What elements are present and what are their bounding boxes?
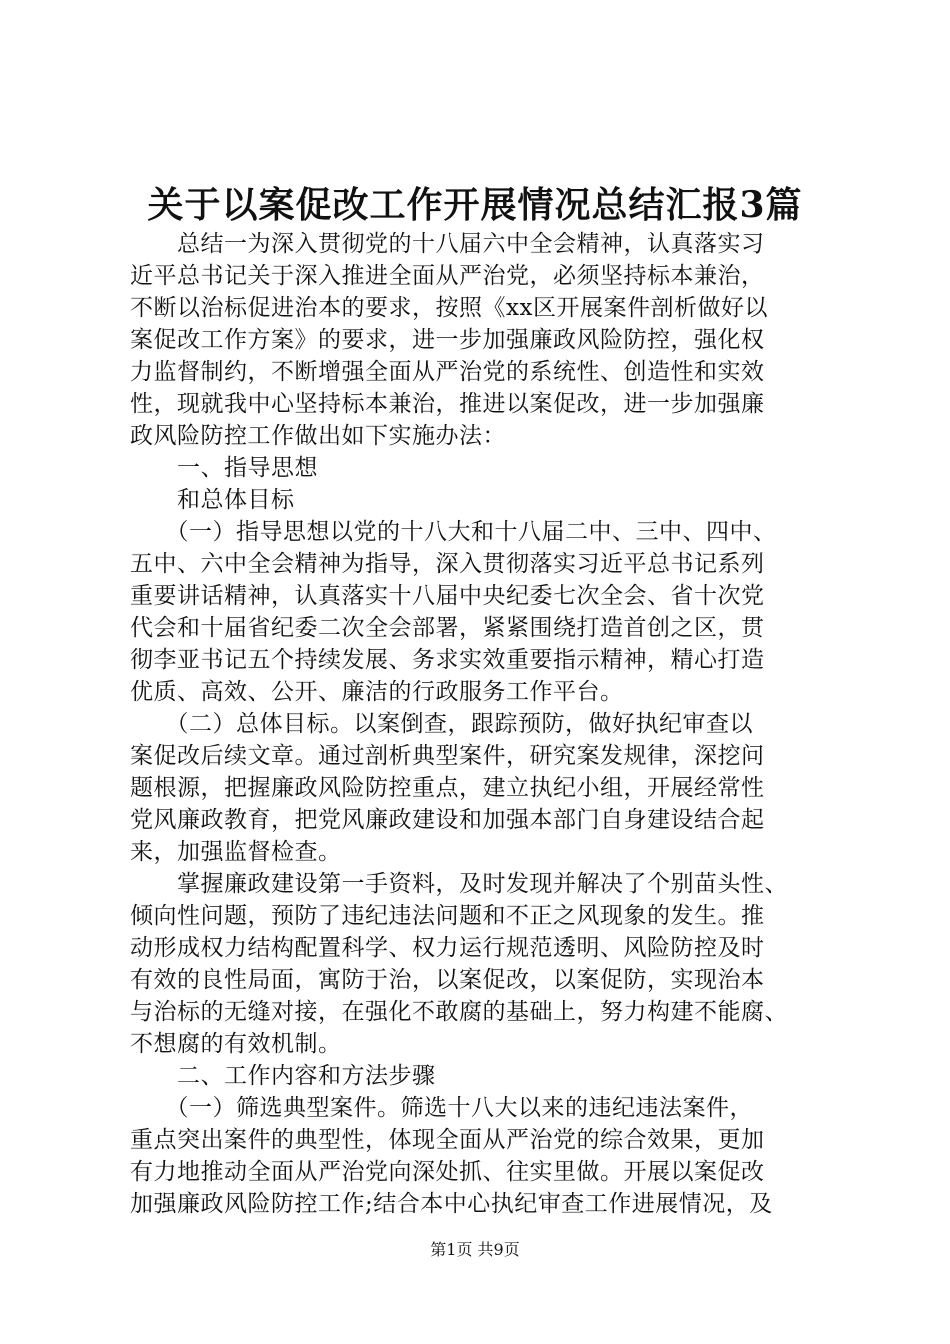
section-heading: 和总体目标	[130, 487, 295, 513]
body-line: （一）筛选典型案件。筛选十八大以来的违纪违法案件，	[130, 1095, 753, 1121]
body-line: 来，加强监督检查。	[130, 839, 342, 865]
body-line: 与治标的无缝对接，在强化不敢腐的基础上，努力构建不能腐、	[130, 999, 788, 1025]
body-line: 近平总书记关于深入推进全面从严治党，必须坚持标本兼治，	[130, 263, 765, 289]
body-line: 案促改后续文章。通过剖析典型案件，研究案发规律，深挖问	[130, 743, 765, 769]
body-line: 掌握廉政建设第一手资料，及时发现并解决了个别苗头性、	[130, 871, 788, 897]
body-line: 性，现就我中心坚持标本兼治，推进以案促改，进一步加强廉	[130, 391, 765, 417]
body-line: 代会和十届省纪委二次全会部署，紧紧围绕打造首创之区，贯	[130, 615, 765, 641]
body-line: 五中、六中全会精神为指导，深入贯彻落实习近平总书记系列	[130, 551, 765, 577]
body-line: 政风险防控工作做出如下实施办法：	[130, 423, 506, 449]
document-body	[130, 228, 830, 1220]
page-number-footer: 第1页 共9页	[430, 1240, 520, 1259]
section-heading: 一、指导思想	[130, 455, 318, 481]
body-line: 重要讲话精神，认真落实十八届中央纪委七次全会、省十次党	[130, 583, 765, 609]
body-line: （二）总体目标。以案倒查，跟踪预防，做好执纪审查以	[130, 711, 753, 737]
body-line: 总结一为深入贯彻党的十八届六中全会精神，认真落实习	[130, 231, 765, 257]
body-line: 有力地推动全面从严治党向深处抓、往实里做。开展以案促改	[130, 1159, 765, 1185]
body-line: 党风廉政教育，把党风廉政建设和加强本部门自身建设结合起	[130, 807, 765, 833]
body-line: （一）指导思想以党的十八大和十八届二中、三中、四中、	[130, 519, 777, 545]
body-line: 案促改工作方案》的要求，进一步加强廉政风险防控，强化权	[130, 327, 765, 353]
body-line: 重点突出案件的典型性，体现全面从严治党的综合效果，更加	[130, 1127, 765, 1153]
body-line: 不断以治标促进治本的要求，按照《xx区开展案件剖析做好以	[130, 295, 768, 321]
body-line: 优质、高效、公开、廉洁的行政服务工作平台。	[130, 679, 624, 705]
body-line: 彻李亚书记五个持续发展、务求实效重要指示精神，精心打造	[130, 647, 765, 673]
document-title: 关于以案促改工作开展情况总结汇报3篇	[147, 184, 803, 226]
body-line: 倾向性问题，预防了违纪违法问题和不正之风现象的发生。推	[130, 903, 765, 929]
body-line: 力监督制约，不断增强全面从严治党的系统性、创造性和实效	[130, 359, 765, 385]
body-line: 加强廉政风险防控工作;结合本中心执纪审查工作进展情况，及	[130, 1191, 773, 1217]
body-line: 动形成权力结构配置科学、权力运行规范透明、风险防控及时	[130, 935, 765, 961]
body-line: 有效的良性局面，寓防于治，以案促改，以案促防，实现治本	[130, 967, 765, 993]
section-heading: 二、工作内容和方法步骤	[130, 1063, 436, 1089]
body-line: 题根源，把握廉政风险防控重点，建立执纪小组，开展经常性	[130, 775, 765, 801]
body-line: 不想腐的有效机制。	[130, 1031, 342, 1057]
